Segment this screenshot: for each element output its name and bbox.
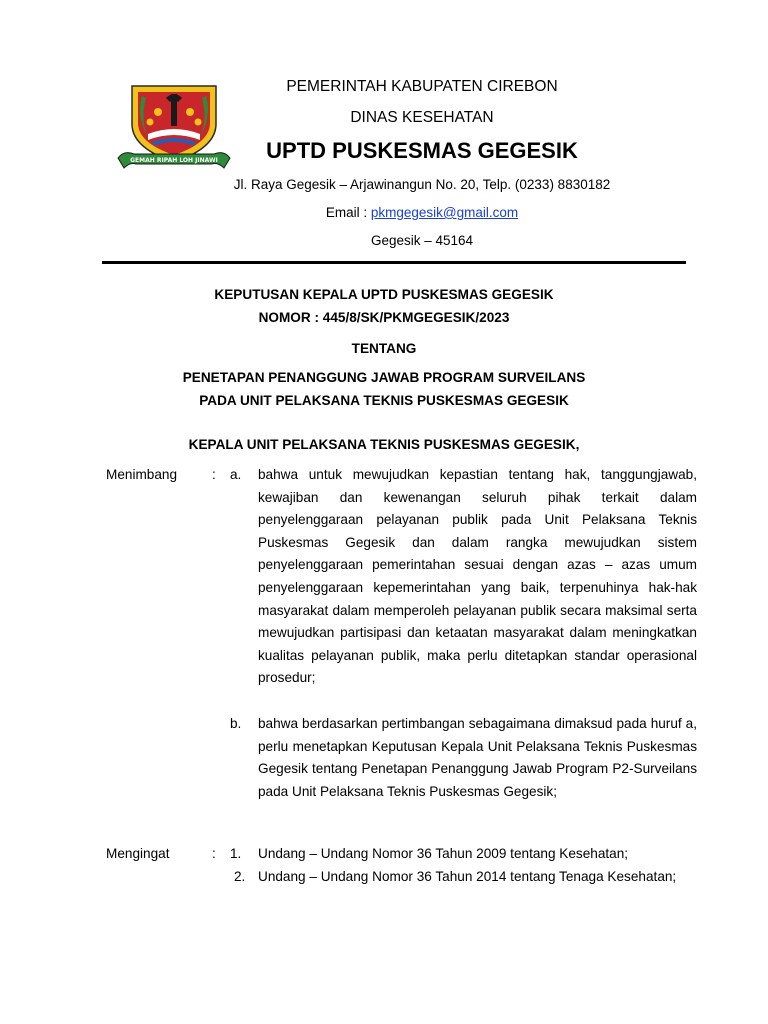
email-link[interactable]: pkmgegesik@gmail.com [370,205,519,220]
menimbang-item-b-marker: b. [230,716,242,731]
decree-subject-line-2: PADA UNIT PELAKSANA TEKNIS PUSKESMAS GEGESIK [199,393,569,408]
mengingat-label: Mengingat [106,846,170,861]
menimbang-item-a-marker: a. [230,467,242,482]
letterhead-divider [102,261,686,264]
email-label: Email : [325,205,371,220]
institution-name: UPTD PUSKESMAS GEGESIK [266,138,578,163]
menimbang-colon: : [212,467,216,482]
mengingat-colon: : [212,846,216,861]
menimbang-label: Menimbang [106,467,178,482]
regency-emblem-logo [114,76,234,176]
decree-title: KEPUTUSAN KEPALA UPTD PUSKESMAS GEGESIK [214,287,554,302]
address-line: Jl. Raya Gegesik – Arjawinangun No. 20, Telp. (0233) 8830182 [233,177,611,192]
mengingat-item-1-text: Undang – Undang Nomor 36 Tahun 2009 tentang Kesehatan; [258,846,629,861]
government-name: PEMERINTAH KABUPATEN CIREBON [286,78,558,95]
postal-line: Gegesik – 45164 [370,233,474,248]
decree-number: NOMOR : 445/8/SK/PKMGEGESIK/2023 [258,310,510,325]
mengingat-item-2-text: Undang – Undang Nomor 36 Tahun 2014 tentang Tenaga Kesehatan; [258,869,677,884]
email-line [232,205,612,220]
menimbang-item-a-text: bahwa untuk mewujudkan kepastian tentang hak, tanggungjawab, kewajiban dan kewenangan seluruh pihak terkait dalam penyelenggaraan pelayanan publik pada Unit Pelaksana Teknis Puskesmas Gegesik dan dalam rangka mewujudkan sistem penyelenggaraan pemerintahan sesuai dengan azas – azas umum penyelenggaraan kepemerintahan yang baik, terpenuhinya hak-hak masyarakat dalam memperoleh pelayanan publik secara maksimal serta mewujudkan partisipasi dan ketaatan masyarakat dalam meningkatkan kualitas pelayanan publik, maka perlu ditetapkan standar operasional prosedur; [258,467,697,686]
mengingat-item-1-marker: 1. [230,846,242,861]
svg-text:GEMAH RIPAH LOH JINAWI: GEMAH RIPAH LOH JINAWI [130,157,218,164]
issuer-heading: KEPALA UNIT PELAKSANA TEKNIS PUSKESMAS GEGESIK, [188,437,580,452]
department-name: DINAS KESEHATAN [350,109,494,126]
decree-about-label: TENTANG [351,341,417,356]
decree-subject-line-1: PENETAPAN PENANGGUNG JAWAB PROGRAM SURVEILANS [182,370,586,385]
menimbang-item-b-text: bahwa berdasarkan pertimbangan sebagaimana dimaksud pada huruf a, perlu menetapkan Keputusan Kepala Unit Pelaksana Teknis Puskesmas Gegesik tentang Penetapan Penanggung Jawab Program P2-Surveilans pada Unit Pelaksana Teknis Puskesmas Gegesik; [258,716,697,799]
mengingat-item-2-marker: 2. [234,869,246,884]
